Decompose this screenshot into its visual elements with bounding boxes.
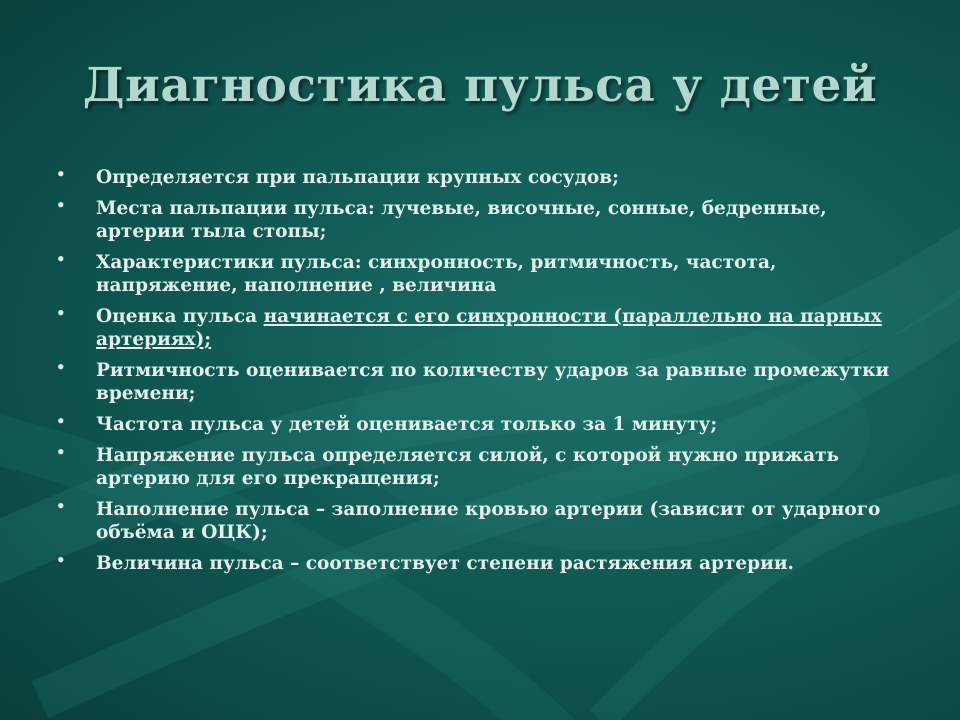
underlined-text: начинается с его синхронности (параллельно на парных артериях); bbox=[96, 306, 882, 350]
list-item bbox=[56, 412, 916, 436]
bullet-dot-icon: • bbox=[56, 358, 66, 376]
bullet-dot-icon: • bbox=[56, 551, 66, 569]
bullet-dot-icon: • bbox=[56, 443, 66, 461]
list-item-text: Частота пульса у детей оценивается только за 1 минуту; bbox=[96, 414, 718, 435]
list-item bbox=[56, 497, 916, 544]
bullet-dot-icon: • bbox=[56, 497, 66, 515]
list-item bbox=[56, 358, 916, 405]
bullet-dot-icon: • bbox=[56, 165, 66, 183]
list-item-text: Наполнение пульса – заполнение кровью артерии (зависит от ударного объёма и ОЦК); bbox=[96, 499, 881, 543]
list-item-text: Ритмичность оценивается по количеству ударов за равные промежутки времени; bbox=[96, 360, 890, 404]
bullet-dot-icon: • bbox=[56, 304, 66, 322]
list-item-text: Напряжение пульса определяется силой, с которой нужно прижать артерию для его прекращения; bbox=[96, 445, 840, 489]
list-item bbox=[56, 304, 916, 351]
bullet-dot-icon: • bbox=[56, 250, 66, 268]
list-item bbox=[56, 250, 916, 297]
list-item-text: Оценка пульса bbox=[96, 306, 264, 327]
list-item bbox=[56, 196, 916, 243]
list-item bbox=[56, 551, 916, 575]
list-item-text: Определяется при пальпации крупных сосудов; bbox=[96, 167, 619, 188]
bullet-list bbox=[56, 165, 916, 583]
list-item bbox=[56, 443, 916, 490]
bullet-dot-icon: • bbox=[56, 412, 66, 430]
list-item-text: Места пальпации пульса: лучевые, височные, сонные, бедренные, артерии тыла стопы; bbox=[96, 198, 827, 242]
list-item-text: Характеристики пульса: синхронность, ритмичность, частота, напряжение, наполнение , величина bbox=[96, 252, 777, 296]
slide-title: Диагностика пульса у детей bbox=[82, 58, 878, 113]
list-item-text: Величина пульса – соответствует степени растяжения артерии. bbox=[96, 553, 794, 574]
list-item bbox=[56, 165, 916, 189]
bullet-dot-icon: • bbox=[56, 196, 66, 214]
